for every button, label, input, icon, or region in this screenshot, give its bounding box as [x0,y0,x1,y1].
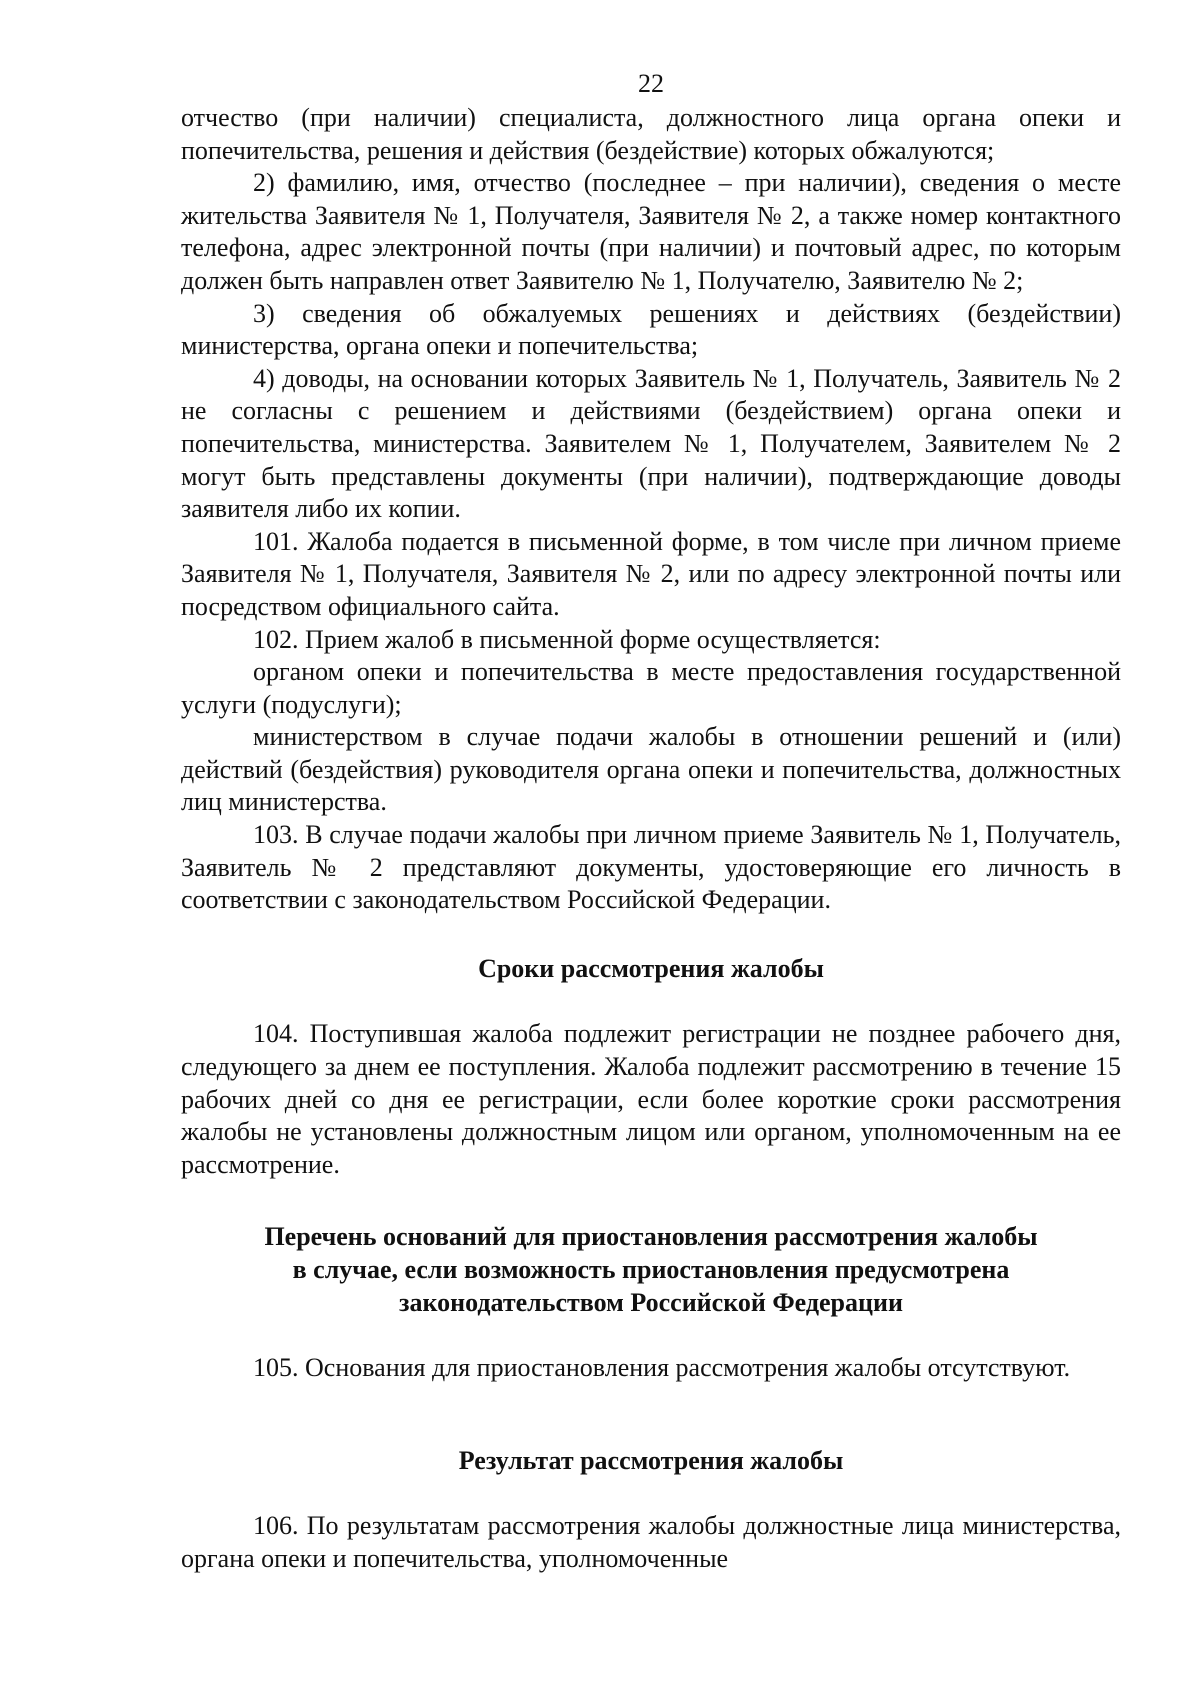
paragraph-102-option-a: органом опеки и попечительства в месте предоставления государственной услуги (подуслуги); [181,657,1121,719]
spacer [181,1319,1121,1352]
paragraph-item-3: 3) сведения об обжалуемых решениях и действиях (бездействии) министерства, органа опеки и попечительства; [181,298,1121,361]
paragraph-continuation: отчество (при наличии) специалиста, должностного лица органа опеки и попечительства, решения и действия (бездействие) которых обжалуются; [181,103,1121,165]
heading-line: законодательством Российской Федерации [399,1287,903,1317]
spacer [181,1477,1121,1510]
paragraph-106: 106. По результатам рассмотрения жалобы должностные лица министерства, органа опеки и попечительства, уполномоченные [181,1511,1121,1573]
spacer [181,1181,1121,1221]
paragraph-104: 104. Поступившая жалоба подлежит регистрации не позднее рабочего дня, следующего за днем ее поступления. Жалоба подлежит рассмотрению в течение 15 рабочих дней со дня ее регистрации, если более короткие сроки рассмотрения жалобы не установлены должностным лицом или органом, уполномоченным на ее рассмотрение. [181,1019,1121,1179]
heading-line: Перечень оснований для приостановления рассмотрения жалобы [264,1222,1038,1252]
paragraph-105: 105. Основания для приостановления рассмотрения жалобы отсутствуют. [253,1353,1071,1383]
section-heading-suspension [181,1221,1121,1319]
paragraph-item-2: 2) фамилию, имя, отчество (последнее – при наличии), сведения о месте жительства Заявителя № 1, Получателя, Заявителя № 2, а также номер контактного телефона, адрес электронной почты (при наличии) и почтовый адрес, по которым должен быть направлен ответ Заявителю № 1, Получателю, Заявителю № 2; [181,168,1121,295]
paragraph-102: 102. Прием жалоб в письменной форме осуществляется: [253,624,881,654]
paragraph-102-option-b: министерством в случае подачи жалобы в отношении решений и (или) действий (бездействия) руководителя органа опеки и попечительства, должностных лиц министерства. [181,722,1121,817]
page-number: 22 [638,69,664,98]
spacer [181,985,1121,1018]
section-heading-result: Результат рассмотрения жалобы [458,1445,844,1475]
paragraph-item-4: 4) доводы, на основании которых Заявитель № 1, Получатель, Заявитель № 2 не согласны с решением и действиями (бездействием) органа опеки и попечительства, министерства. Заявителем № 1, Получателем, Заявителем № 2 могут быть представлены документы (при наличии), подтверждающие доводы заявителя либо их копии. [181,363,1121,524]
section-heading-terms: Сроки рассмотрения жалобы [478,953,824,983]
paragraph-101: 101. Жалоба подается в письменной форме, в том числе при личном приеме Заявителя № 1, Получателя, Заявителя № 2, или по адресу электронной почты или посредством официального сайта. [181,526,1121,621]
spacer [181,1385,1121,1445]
spacer [181,917,1121,953]
document-page [181,68,1121,1576]
paragraph-103: 103. В случае подачи жалобы при личном приеме Заявитель № 1, Получатель, Заявитель № 2 представляют документы, удостоверяющие его личность в соответствии с законодательством Российской Федерации. [181,820,1121,915]
heading-line: в случае, если возможность приостановления предусмотрена [292,1255,1010,1284]
